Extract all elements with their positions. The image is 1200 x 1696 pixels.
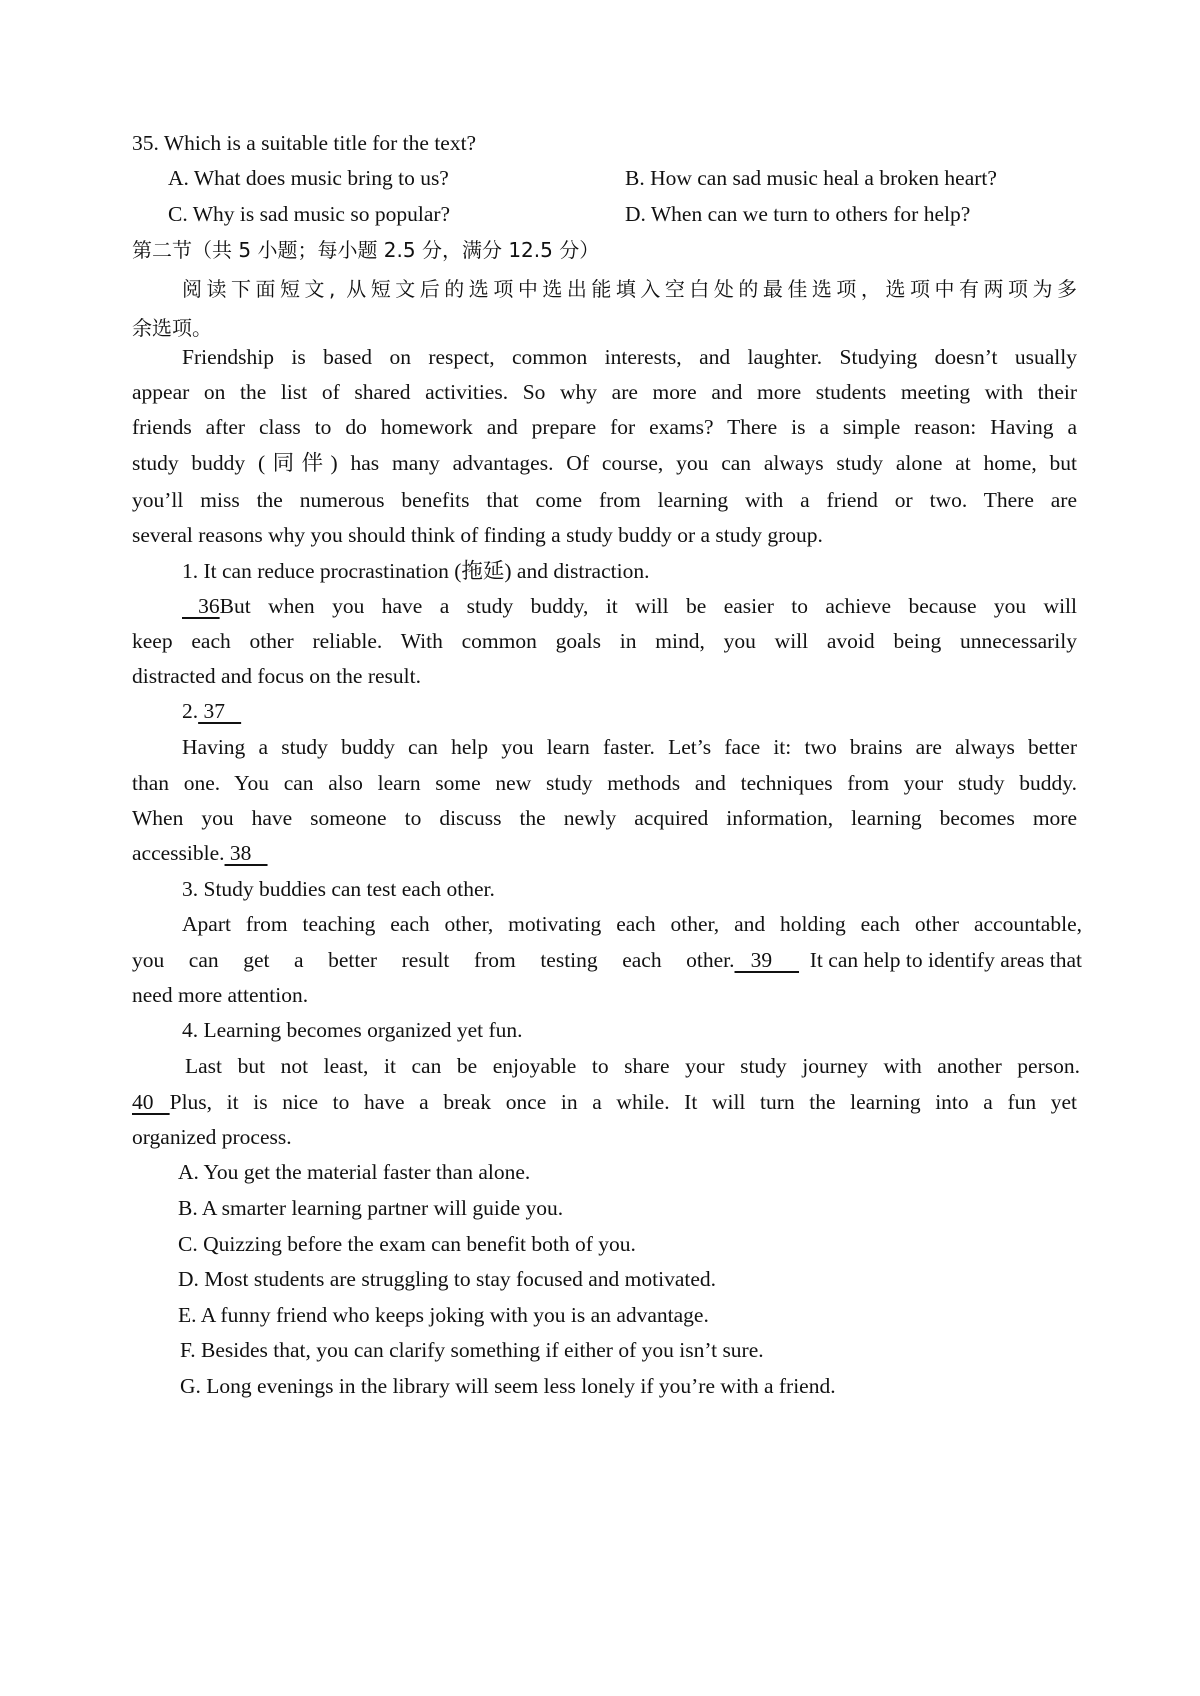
passage-p2-line-1 (182, 587, 1077, 625)
passage-p1-line-4: study buddy (同伴) has many advantages. Of course, you can always study alone at home, but (132, 451, 1077, 475)
option-f: F. Besides that, you can clarify something if either of you isn’t sure. (180, 1338, 764, 1362)
passage-p5-line-2-text: Plus, it is nice to have a break once in a while. It will turn the learning into a fun yet (169, 1090, 1077, 1114)
point-heading-2 (182, 692, 1127, 730)
passage-p5-line-1: Last but not least, it can be enjoyable to share your study journey with another person. (185, 1054, 1080, 1078)
passage-p1-line-3: friends after class to do homework and prepare for exams? There is a simple reason: Having a (132, 415, 1077, 439)
passage-p3-line-1: Having a study buddy can help you learn faster. Let’s face it: two brains are always better (182, 735, 1077, 759)
passage-p1-line-2: appear on the list of shared activities. So why are more and more students meeting with their (132, 380, 1077, 404)
passage-p3-line-4 (132, 834, 1077, 872)
option-g: G. Long evenings in the library will seem less lonely if you’re with a friend. (180, 1374, 836, 1398)
point-heading-4: 4. Learning becomes organized yet fun. (182, 1018, 523, 1042)
section-2-header: 第二节（共 5 小题；每小题 2.5 分，满分 12.5 分） (132, 238, 600, 262)
blank-37[interactable]: 37 (198, 699, 242, 723)
passage-p3-line-2: than one. You can also learn some new study methods and techniques from your study buddy. (132, 771, 1077, 795)
option-35-a: A. What does music bring to us? (168, 166, 449, 190)
option-35-d: D. When can we turn to others for help? (625, 202, 971, 226)
question-35-stem: 35. Which is a suitable title for the text? (132, 131, 477, 155)
option-35-c: C. Why is sad music so popular? (168, 202, 451, 226)
option-a: A. You get the material faster than alone. (178, 1160, 531, 1184)
option-e: E. A funny friend who keeps joking with you is an advantage. (178, 1303, 709, 1327)
point-heading-2-number: 2. (182, 699, 199, 723)
option-b: B. A smarter learning partner will guide you. (178, 1196, 564, 1220)
blank-38[interactable]: 38 (224, 841, 268, 865)
option-d: D. Most students are struggling to stay focused and motivated. (178, 1267, 717, 1291)
blank-39[interactable]: 39 (734, 948, 800, 972)
blank-40[interactable]: 40 (132, 1090, 170, 1114)
passage-p5-line-2 (132, 1083, 1077, 1121)
option-c: C. Quizzing before the exam can benefit both of you. (178, 1232, 636, 1256)
blank-36[interactable]: 36 (182, 594, 220, 618)
passage-p5-line-3: organized process. (132, 1125, 292, 1149)
section-2-instruction-line-2: 余选项。 (132, 316, 212, 340)
passage-p2-line-3: distracted and focus on the result. (132, 664, 421, 688)
point-heading-3: 3. Study buddies can test each other. (182, 877, 495, 901)
section-2-instruction-line-1: 阅读下面短文, 从短文后的选项中选出能填入空白处的最佳选项，选项中有两项为多 (182, 277, 1077, 301)
passage-p4-line-2-tail: It can help to identify areas that (799, 948, 1082, 972)
passage-p1-line-6: several reasons why you should think of finding a study buddy or a study group. (132, 523, 823, 547)
passage-p2-line-2: keep each other reliable. With common goals in mind, you will avoid being unnecessarily (132, 629, 1077, 653)
passage-p3-line-3: When you have someone to discuss the newly acquired information, learning becomes more (132, 806, 1077, 830)
passage-p3-line-4-text: accessible. (132, 841, 225, 865)
passage-p1-line-1: Friendship is based on respect, common interests, and laughter. Studying doesn’t usually (182, 345, 1077, 369)
passage-p4-line-2-text: you can get a better result from testing each other. (132, 948, 735, 972)
option-35-b: B. How can sad music heal a broken heart? (625, 166, 997, 190)
passage-p2-line-1-text: But when you have a study buddy, it will be easier to achieve because you will (219, 594, 1077, 618)
passage-p4-line-1: Apart from teaching each other, motivating each other, and holding each other accountable, (182, 912, 1082, 936)
point-heading-1: 1. It can reduce procrastination (拖延) and distraction. (182, 559, 650, 583)
passage-p4-line-3: need more attention. (132, 983, 309, 1007)
passage-p1-line-5: you’ll miss the numerous benefits that come from learning with a friend or two. There are (132, 488, 1077, 512)
passage-p4-line-2 (132, 941, 1082, 979)
